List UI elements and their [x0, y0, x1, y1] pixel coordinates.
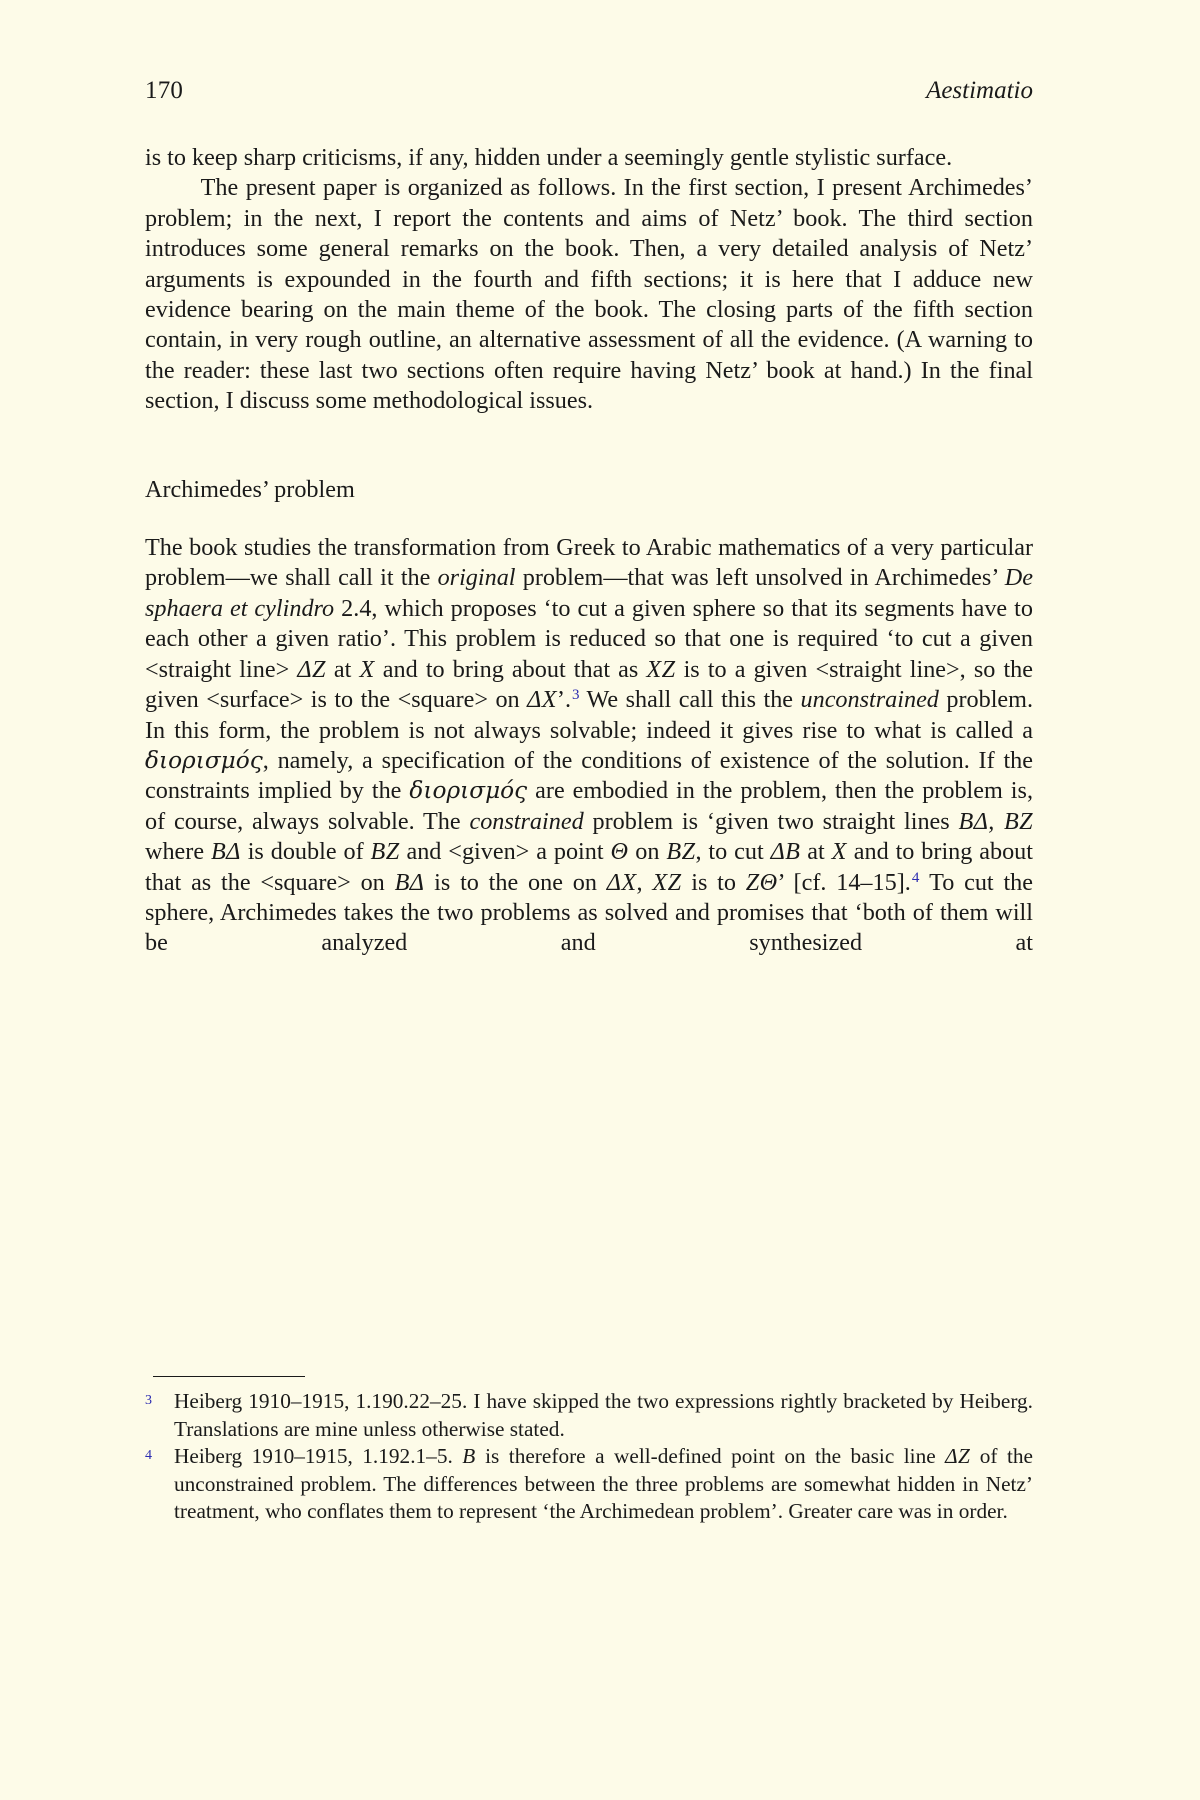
text-seg: and <given> a point [399, 838, 611, 866]
greek-term-diorismos: διορισμός [409, 777, 528, 805]
footnote-marker-3[interactable]: 3 [572, 687, 580, 704]
footnote-3 [145, 1388, 1033, 1443]
text-seg: where [145, 838, 211, 866]
math-symbol: Θ [610, 838, 629, 866]
math-symbol: XZ [646, 655, 676, 683]
text-seg: of the unconstrained problem. The differences between the three problems are somewhat hidden in Netz’ treatment, who conflates them to represent ‘the Archimedean problem’. Greater care was in order. [174, 1444, 1033, 1524]
text-seg: at [325, 655, 360, 683]
text-seg: and to bring about that as [374, 655, 647, 683]
paragraph-continuation [145, 143, 1033, 173]
math-symbol: BΔ [394, 868, 425, 896]
text-seg: at [800, 838, 832, 866]
text-seg: is to [681, 868, 746, 896]
text-seg: 2.4, which proposes ‘to cut a given sphere so that its segments have to each other a given ratio’. This problem is reduced so that one is required ‘to cut a given <straight line> [145, 594, 1033, 683]
text-seg: , to cut [695, 838, 771, 866]
text-seg: are embodied in the problem, then the problem is, of course, always solvable. The [145, 777, 1033, 835]
footnote-3-text: Heiberg 1910–1915, 1.190.22–25. I have skipped the two expressions rightly bracketed by Heiberg. Translations are mine unless otherwise stated. [174, 1389, 1033, 1441]
text-seg: problem—that was left unsolved in Archimedes’ [515, 564, 1005, 592]
running-head [145, 78, 1033, 103]
text-seg: problem. In this form, the problem is not always solvable; indeed it gives rise to what is called a [145, 686, 1034, 744]
italic-constrained: constrained [469, 807, 584, 835]
math-symbol: XZ [652, 868, 682, 896]
footnote-number-3: 3 [145, 1393, 152, 1408]
math-symbol: ΔX [527, 686, 557, 714]
journal-title: Aestimatio [926, 77, 1033, 104]
footnote-number-4: 4 [145, 1448, 152, 1464]
text-seg: , namely, a specification of the conditions of existence of the solution. If the constraints implied by the [145, 746, 1033, 805]
text-seg: The book studies the transformation from Greek to Arabic mathematics of a very particular problem—we shall call it the [145, 534, 1033, 592]
math-symbol: ΔX [606, 868, 637, 896]
footnote-area [145, 1376, 1033, 1526]
heading-spacer-top [145, 417, 1033, 475]
paragraph-archimedes-problem [145, 533, 1033, 989]
greek-term-diorismos: διορισμός [145, 746, 263, 774]
text-seg: ’ [cf. 14–15]. [777, 868, 911, 896]
math-symbol: ZΘ [745, 868, 778, 896]
page-number: 170 [145, 77, 184, 104]
math-symbol: B [462, 1444, 476, 1469]
math-symbol: BΔ [211, 838, 241, 866]
footnote-4 [145, 1443, 1033, 1526]
paragraph-organization [145, 173, 1033, 416]
text-seg: and to bring about that as the <square> on [145, 838, 1033, 896]
text-seg: We shall call this the [579, 686, 801, 714]
math-symbol: BZ [666, 838, 696, 866]
text-seg: Heiberg 1910–1915, 1.192.1–5. [174, 1444, 463, 1469]
text-seg: is to the one on [424, 868, 607, 896]
math-symbol: X [359, 655, 375, 683]
text-seg: is double of [240, 838, 371, 866]
italic-unconstrained: unconstrained [800, 686, 939, 714]
math-symbol: BZ [370, 838, 400, 866]
math-symbol: ΔZ [297, 655, 326, 683]
math-symbol: X [831, 838, 847, 866]
math-symbol: ΔB [770, 838, 801, 866]
footnote-marker-4[interactable]: 4 [911, 869, 920, 886]
text-seg: problem is ‘given two straight lines [583, 807, 959, 835]
text-seg: , [636, 868, 653, 896]
section-heading-archimedes-problem: Archimedes’ problem [145, 475, 355, 503]
text-seg: on [628, 838, 667, 866]
paragraph-2-text: The present paper is organized as follows. In the first section, I present Archimedes’ problem; in the next, I report the contents and aims of Netz’ book. The third section introduces some general remarks on the book. Then, a very detailed analysis of Netz’ arguments is expounded in the fourth and fifth sections; it is here that I adduce new evidence bearing on the main theme of the book. The closing parts of the fifth section contain, in very rough outline, an alternative assessment of all the evidence. (A warning to the reader: these last two sections often require having Netz’ book at hand.) In the final section, I discuss some methodological issues. [145, 174, 1033, 415]
math-symbol: BΔ, BZ [958, 807, 1033, 835]
text-seg: To cut the sphere, Archimedes takes the two problems as solved and promises that ‘both of them will be analyzed and synthesized at [145, 868, 1034, 957]
footnote-separator-rule [153, 1376, 305, 1377]
text-seg: ’. [556, 686, 571, 714]
text-seg: is to a given <straight line>, so the given <surface> is to the <square> on [145, 655, 1033, 714]
math-symbol: ΔZ [945, 1444, 971, 1469]
heading-spacer-bottom [145, 505, 1033, 533]
italic-work-title: De sphaera et cylindro [145, 564, 1033, 622]
text-seg: is therefore a well-defined point on the basic line [475, 1444, 946, 1469]
italic-original: original [437, 564, 516, 592]
main-text-column [145, 143, 1033, 989]
paragraph-1-text: is to keep sharp criticisms, if any, hidden under a seemingly gentle stylistic surface. [145, 144, 953, 171]
